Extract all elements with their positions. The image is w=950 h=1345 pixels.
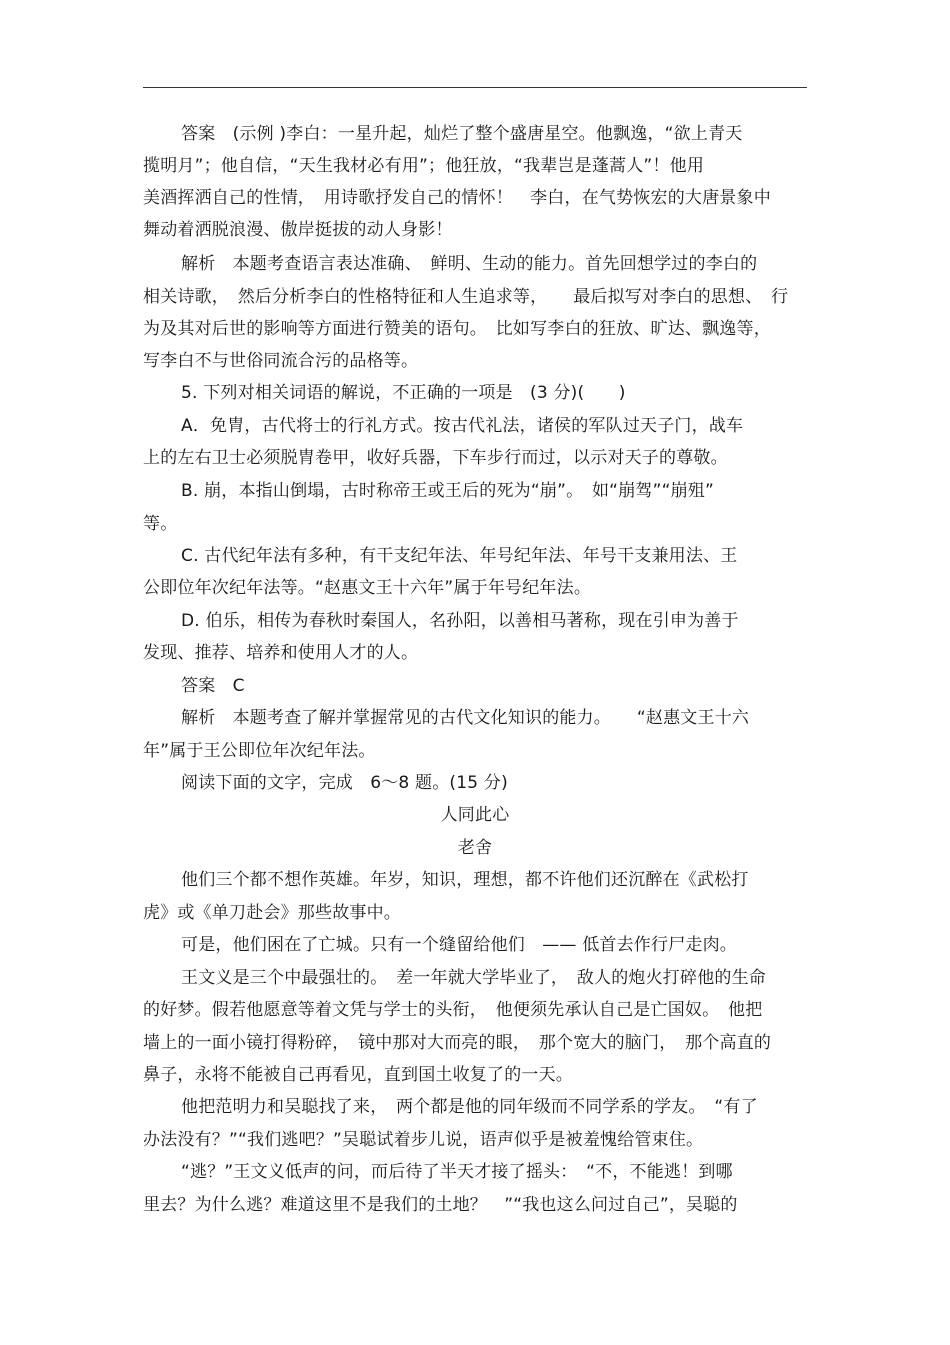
text-line: 写李白不与世俗同流合污的品格等。 [143, 351, 419, 371]
option-b: B. 崩，本指山倒塌，古时称帝王或王后的死为“崩”。 如“崩驾”“崩殂” [181, 481, 715, 501]
question-line: 5. 下列对相关词语的解说，不正确的一项是 (3 分)( ) [181, 383, 626, 403]
article-author: 老舍 [457, 838, 493, 858]
answer-line: 答案 (示例 )李白：一星升起，灿烂了整个盛唐星空。他飘逸，“欲上青天 [181, 124, 743, 144]
text-line: 揽明月”；他自信，“天生我材必有用”；他狂放，“我辈岂是蓬蒿人”！他用 [143, 156, 705, 176]
analysis-line: 解析 本题考查语言表达准确、 鲜明、生动的能力。首先回想学过的李白的 [181, 254, 758, 274]
text-line: 为及其对后世的影响等方面进行赞美的语句。 比如写李白的狂放、旷达、飘逸等， [143, 319, 771, 339]
reading-instruction: 阅读下面的文字，完成 6～8 题。(15 分) [181, 773, 508, 793]
text-line: 王文义是三个中最强壮的。 差一年就大学毕业了， 敌人的炮火打碎他的生命 [181, 968, 766, 988]
text-line: 上的左右卫士必须脱胄卷甲，收好兵器，下车步行而过，以示对天子的尊敬。 [143, 448, 728, 468]
text-line: 的好梦。假若他愿意等着文凭与学士的头衔， 他便须先承认自己是亡国奴。 他把 [143, 1000, 763, 1020]
option-a: A．免胄，古代将士的行礼方式。按古代礼法，诸侯的军队过天子门，战车 [181, 416, 744, 436]
analysis-line: 解析 本题考查了解并掌握常见的古代文化知识的能力。 “赵惠文王十六 [181, 708, 750, 728]
answer-line: 答案 C [181, 676, 245, 696]
text-line: 鼻子，永将不能被自己再看见，直到国土收复了的一天。 [143, 1065, 573, 1085]
text-line: 他们三个都不想作英雄。年岁，知识，理想，都不许他们还沉醉在《武松打 [181, 870, 749, 890]
text-line: “逃？”王文义低声的问，而后待了半天才接了摇头： “不，不能逃！到哪 [181, 1162, 733, 1182]
text-line: 可是，他们困在了亡城。只有一个缝留给他们 —— 低首去作行尸走肉。 [181, 935, 738, 955]
text-line: 等。 [143, 514, 178, 534]
text-line: 相关诗歌， 然后分析李白的性格特征和人生追求等， 最后拟写对李白的思想、 行 [143, 287, 789, 307]
text-line: 公即位年次纪年法等。“赵惠文王十六年”属于年号纪年法。 [143, 578, 592, 598]
text-line: 年”属于王公即位年次纪年法。 [143, 741, 376, 761]
text-line: 美酒挥洒自己的性情， 用诗歌抒发自己的情怀！ 李白，在气势恢宏的大唐景象中 [143, 188, 771, 208]
text-line: 发现、推荐、培养和使用人才的人。 [143, 643, 419, 663]
text-line: 里去？为什么逃？难道这里不是我们的土地？ ”“我也这么问过自己”，吴聪的 [143, 1195, 738, 1215]
text-line: 舞动着洒脱浪漫、傲岸挺拔的动人身影！ [143, 220, 453, 240]
option-c: C. 古代纪年法有多种，有干支纪年法、年号纪年法、年号干支兼用法、王 [181, 546, 738, 566]
header-rule [143, 87, 807, 88]
article-title: 人同此心 [440, 805, 510, 825]
text-line: 墙上的一面小镜打得粉碎， 镜中那对大而亮的眼， 那个宽大的脑门， 那个高直的 [143, 1033, 772, 1053]
text-line: 虎》或《单刀赴会》那些故事中。 [143, 903, 401, 923]
option-d: D. 伯乐，相传为春秋时秦国人，名孙阳，以善相马著称，现在引申为善于 [181, 611, 739, 631]
text-line: 他把范明力和吴聪找了来， 两个都是他的同年级而不同学系的学友。 “有了 [181, 1097, 758, 1117]
text-line: 办法没有？”“我们逃吧？”吴聪试着步儿说，语声似乎是被羞愧给管束住。 [143, 1130, 704, 1150]
